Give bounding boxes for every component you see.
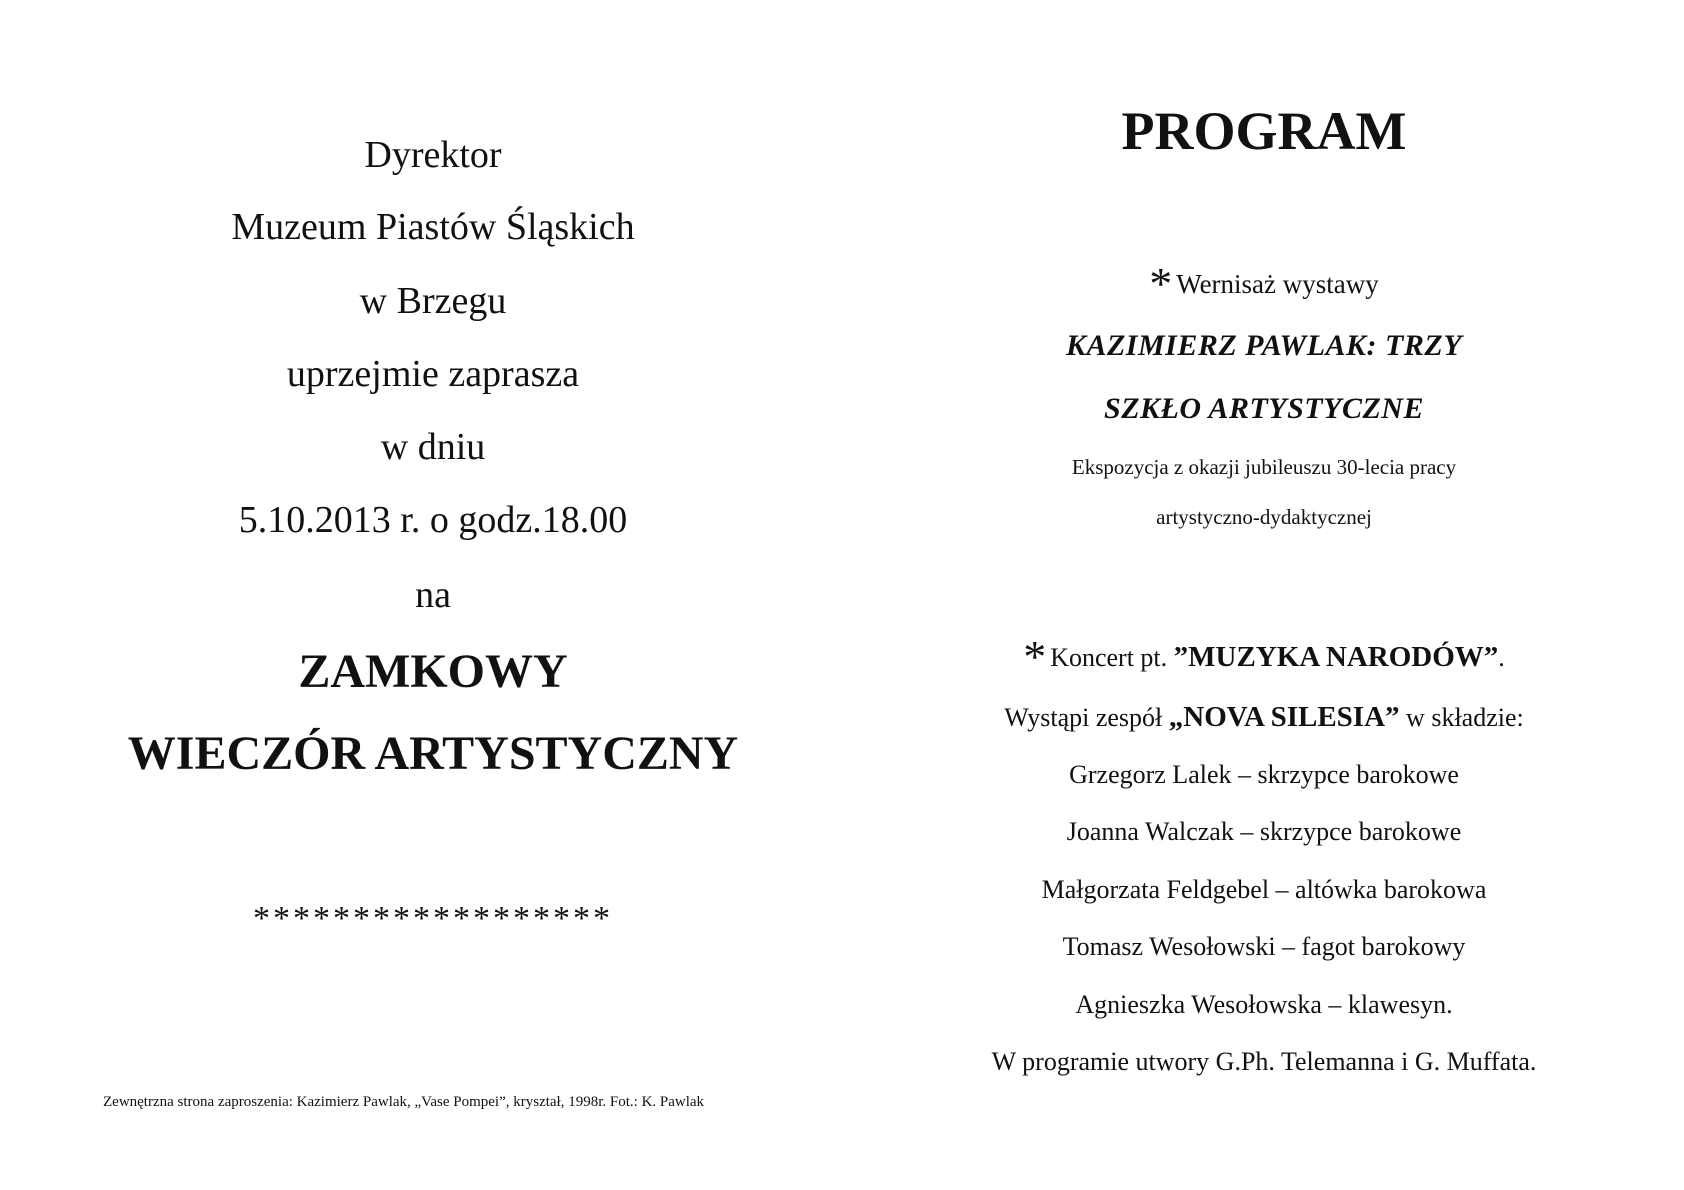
invitation-line-invites: uprzejmie zaprasza (286, 353, 580, 395)
cover-photo-credit: Zewnętrzna strona zaproszenia: Kazimierz Pawlak, „Vase Pompei”, kryształ, 1998r. Fot.: K. Pawlak (103, 1094, 705, 1110)
concert-suffix: . (1498, 643, 1505, 672)
invitation-date-time: 5.10.2013 r. o godz.18.00 (238, 499, 628, 541)
program-item-concert (1023, 628, 1505, 682)
performer-item: Joanna Walczak – skrzypce barokowe (1066, 817, 1462, 846)
invitation-line-to: na (415, 574, 451, 616)
concert-title: ”MUZYKA NARODÓW” (1173, 641, 1499, 673)
performer-item: Grzegorz Lalek – skrzypce barokowe (1069, 760, 1459, 789)
bullet-asterisk: * (1023, 631, 1047, 682)
invitation-line-on-day: w dniu (380, 426, 486, 468)
ensemble-prefix: Wystąpi zespół (1004, 703, 1169, 732)
invitation-line-museum: Muzeum Piastów Śląskich (231, 206, 635, 248)
exhibition-description-line-1: Ekspozycja z okazji jubileuszu 30-lecia pracy (1071, 455, 1457, 479)
exhibition-title-line-1: KAZIMIERZ PAWLAK: TRZY (1065, 329, 1463, 362)
event-title-line-1: ZAMKOWY (298, 645, 568, 698)
exhibition-title-line-2: SZKŁO ARTYSTYCZNE (1104, 392, 1424, 425)
performer-item: Tomasz Wesołowski – fagot barokowy (1062, 932, 1466, 961)
ensemble-suffix: w składzie: (1399, 703, 1524, 732)
exhibition-description-line-2: artystyczno-dydaktycznej (1156, 505, 1372, 529)
concert-prefix: Koncert pt. (1050, 643, 1174, 672)
vernissage-label: Wernisaż wystawy (1176, 269, 1379, 299)
event-title-line-2: WIECZÓR ARTYSTYCZNY (127, 727, 739, 780)
invitation-line-director: Dyrektor (364, 134, 502, 176)
performer-item: Agnieszka Wesołowska – klawesyn. (1075, 990, 1453, 1019)
ensemble-name: „NOVA SILESIA” (1168, 701, 1400, 733)
asterisk-separator: ****************** (253, 900, 613, 937)
bullet-asterisk: * (1149, 258, 1173, 309)
ensemble-line (1004, 703, 1523, 732)
program-item-vernissage (1149, 255, 1379, 309)
program-title: PROGRAM (1121, 101, 1407, 161)
performer-item: Małgorzata Feldgebel – altówka barokowa (1041, 875, 1487, 904)
invitation-line-city: w Brzegu (359, 280, 507, 322)
program-note: W programie utwory G.Ph. Telemanna i G. Muffata. (991, 1047, 1537, 1076)
